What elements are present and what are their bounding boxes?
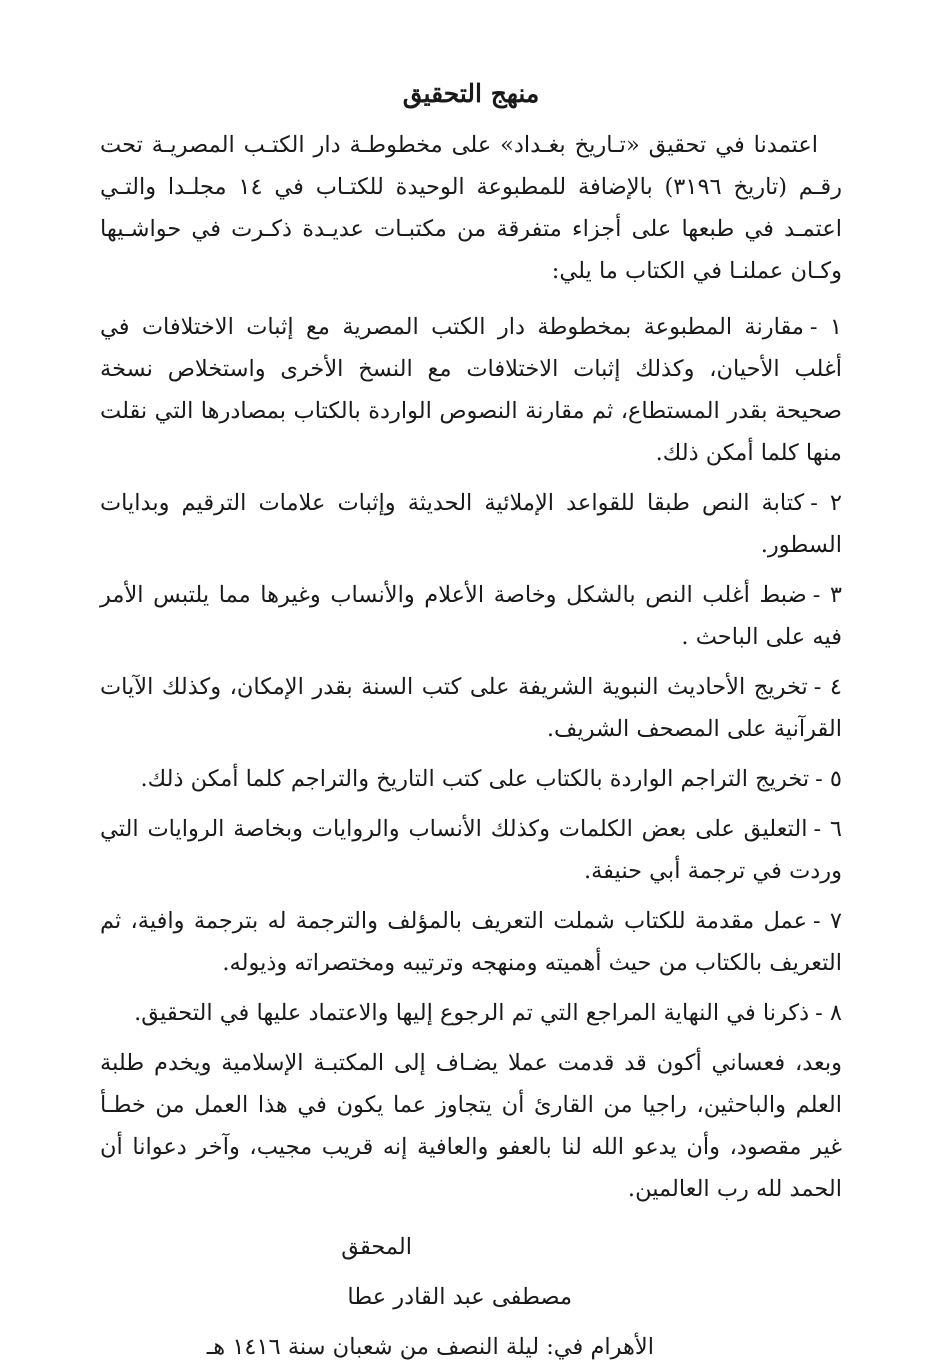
item-text: عمل مقدمة للكتاب شملت التعريف بالمؤلف والترجمة له بترجمة وافية، ثم التعريف بالكتاب من حيث أهميته ومنهجه وترتيبه ومختصراته وذيوله. bbox=[100, 908, 842, 976]
item-text: كتابة النص طبقا للقواعد الإملائية الحديثة وإثبات علامات الترقيم وبدايات السطور. bbox=[100, 490, 842, 558]
list-item bbox=[100, 808, 842, 892]
item-number: ١ - bbox=[809, 314, 842, 340]
signature-date: الأهرام في: ليلة النصف من شعبان سنة ١٤١٦ هـ bbox=[206, 1334, 654, 1360]
item-text: التعليق على بعض الكلمات وكذلك الأنساب والروايات وبخاصة الروايات التي وردت في ترجمة أبي حنيفة. bbox=[100, 816, 842, 884]
document-page bbox=[100, 70, 842, 1372]
signature-role: المحقق bbox=[341, 1234, 412, 1260]
list-item bbox=[100, 666, 842, 750]
item-number: ٣ - bbox=[812, 582, 842, 608]
item-number: ٢ - bbox=[810, 490, 842, 516]
item-text: مقارنة المطبوعة بمخطوطة دار الكتب المصرية مع إثبات الاختلافات في أغلب الأحيان، وكذلك إثبات الاختلافات مع النسخ الأخرى واستخلاص نسخة صحيحة بقدر المستطاع، ثم مقارنة النصوص الواردة بالكتاب بمصادرها التي نقلت منها كلما أمكن ذلك. bbox=[100, 314, 842, 466]
item-text: ضبط أغلب النص بالشكل وخاصة الأعلام والأنساب وغيرها مما يلتبس الأمر فيه على الباحث . bbox=[100, 582, 842, 650]
item-number: ٨ - bbox=[815, 1000, 842, 1026]
item-number: ٧ - bbox=[813, 908, 842, 934]
list-item bbox=[100, 482, 842, 566]
list-item bbox=[100, 306, 842, 474]
item-text: تخريج الأحاديث النبوية الشريفة على كتب السنة بقدر الإمكان، وكذلك الآيات القرآنية على المصحف الشريف. bbox=[100, 674, 842, 742]
signature-name: مصطفى عبد القادر عطا bbox=[347, 1284, 572, 1310]
list-item bbox=[100, 992, 842, 1034]
signature-block bbox=[100, 1222, 842, 1372]
list-item bbox=[100, 574, 842, 658]
item-number: ٤ - bbox=[813, 674, 842, 700]
item-number: ٥ - bbox=[815, 766, 842, 792]
intro-paragraph: اعتمدنا في تحقيق «تـاريخ بغـداد» على مخطوطـة دار الكتـب المصريـة تحت رقـم (تاريخ ٣١٩٦) بالإضافة للمطبوعة الوحيدة للكتـاب في ١٤ مجلـدا والتـي اعتمـد في طبعها على أجزاء متفرقة من مكتبـات عديـدة ذكـرت في حواشـيها وكـان عملنـا في الكتاب ما يلي: bbox=[100, 132, 842, 284]
methodology-list bbox=[100, 306, 842, 1034]
closing-paragraph: وبعد، فعساني أكون قد قدمت عملا يضـاف إلى المكتبـة الإسلامية ويخدم طلبة العلم والباحثين، راجيا من القارئ أن يتجاوز عما يكون في هذا العمل من خطـأ غير مقصود، وأن يدعو الله لنا بالعفو والعافية إنه قريب مجيب، وآخر دعوانا أن الحمد لله رب العالمين. bbox=[100, 1050, 842, 1202]
item-text: ذكرنا في النهاية المراجع التي تم الرجوع إليها والاعتماد عليها في التحقيق. bbox=[134, 1000, 810, 1026]
page-title: منهج التحقيق bbox=[402, 79, 540, 108]
list-item bbox=[100, 900, 842, 984]
item-number: ٦ - bbox=[813, 816, 842, 842]
item-text: تخريج التراجم الواردة بالكتاب على كتب التاريخ والتراجم كلما أمكن ذلك. bbox=[140, 766, 810, 792]
list-item bbox=[100, 758, 842, 800]
